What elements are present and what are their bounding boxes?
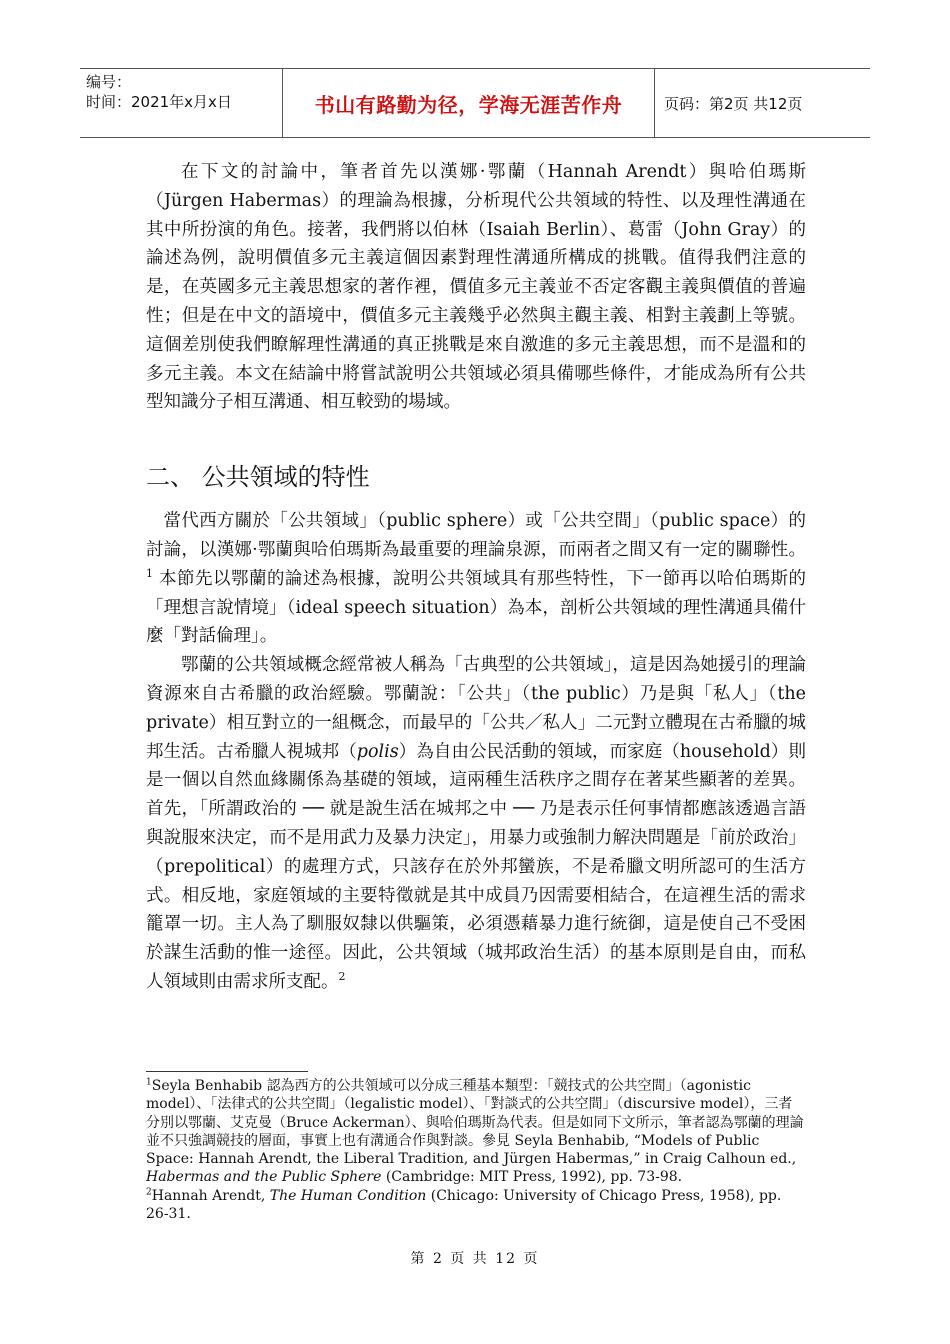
footnote-ref-1[interactable]: 1 [146,566,153,580]
footnote-1 [146,1077,806,1187]
footnote-1-text-a: Seyla Benhabib 認為西方的公共領域可以分成三種基本類型：「競技式的公共空間」（agonistic model）、「法律式的公共空間」（legalistic model）、「對談式的公共空間」（discursive model），三者分別以鄂蘭、艾克曼（Bruce Ackerman）、與哈伯瑪斯為代表。但是如同下文所示，筆者認為鄂蘭的理論並不只強調競技的層面，事實上也有溝通合作與對談。參見 Seyla Benhabib, “Models of Public Space: Hannah Arendt, the Liberal Tradition, and Jürgen Habermas,” in Craig Calhoun ed., [146,1078,804,1168]
footnote-1-number: 1 [146,1077,152,1088]
paragraph-2-text-a: 鄂蘭的公共領域概念經常被人稱為「古典型的公共領域」，這是因為她援引的理論資源來自古希臘的政治經驗。鄂蘭說：「公共」（the public）乃是與「私人」（the private）相互對立的一組概念，而最早的「公共／私人」二元對立體現在古希臘的城邦生活。古希臘人視城邦（ [146,655,806,762]
document-body [146,158,806,997]
motto-text: 书山有路勤为径，学海无涯苦作舟 [314,92,623,117]
intro-paragraph: 在下文的討論中，筆者首先以漢娜·鄂蘭（Hannah Arendt）與哈伯瑪斯（Jürgen Habermas）的理論為根據，分析現代公共領域的特性、以及理性溝通在其中所扮演的角色。接著，我們將以伯林（Isaiah Berlin）、葛雷（John Gray）的論述為例，說明價值多元主義這個因素對理性溝通所構成的挑戰。值得我們注意的是，在英國多元主義思想家的著作裡，價值多元主義並不否定客觀主義與價值的普遍性；但是在中文的語境中，價值多元主義幾乎必然與主觀主義、相對主義劃上等號。這個差別使我們瞭解理性溝通的真正挑戰是來自激進的多元主義思想，而不是溫和的多元主義。本文在結論中將嘗試說明公共領域必須具備哪些條件，才能成為所有公共型知識分子相互溝通、相互較勁的場域。 [146,162,806,413]
footnotes [146,1077,806,1223]
footnote-2 [146,1187,806,1224]
page-info: 页码：第2页 共12页 [664,94,803,113]
polis-term: polis [356,741,399,762]
paragraph-1-continued: 本節先以鄂蘭的論述為根據，說明公共領域具有那些特性，下一節再以哈伯瑪斯的「理想言說情境」（ideal speech situation）為本，剖析公共領域的理性溝通具備什麼「對話倫理」。 [146,568,806,647]
paragraph-2-text-b: ）為自由公民活動的領域，而家庭（household）則是一個以自然血緣關係為基礎的領域，這兩種生活秩序之間存在著某些顯著的差異。首先，「所謂政治的 ── 就是說生活在城邦之中 ── 乃是表示任何事情都應該透過言語與說服來決定，而不是用武力及暴力決定」，用暴力或強制力解決問題是「前於政治」（prepolitical）的處理方式，只該存在於外邦蠻族，不是希臘文明所認可的生活方式。相反地，家庭領域的主要特徵就是其中成員乃因需要相結合，在這裡生活的需求籠罩一切。主人為了馴服奴隸以供驅策，必須憑藉暴力進行統御，這是使自己不受困於謀生活動的惟一途徑。因此，公共領域（城邦政治生活）的基本原則是自由，而私人領域則由需求所支配。 [146,741,806,992]
footnote-2-book: The Human Condition [269,1187,427,1204]
footnote-2-text-a: Hannah Arendt, [151,1187,270,1204]
footnote-2-text-b: (Chicago: University of Chicago Press, 1958), pp. 26-31. [146,1187,782,1223]
footnote-1-book: Habermas and the Public Sphere [146,1169,382,1186]
paragraph-1-text: 當代西方關於「公共領域」（public sphere）或「公共空間」（public space）的討論，以漢娜·鄂蘭與哈伯瑪斯為最重要的理論泉源，而兩者之間又有一定的關聯性。 [146,511,806,560]
serial-label: 编号： [86,73,132,91]
page-header [80,68,870,138]
paragraph-1 [146,507,806,651]
header-meta [80,69,282,137]
header-motto-cell [282,69,655,137]
footnote-divider [146,1071,308,1072]
footnote-ref-2[interactable]: 2 [338,970,346,984]
footnote-1-text-b: (Cambridge: MIT Press, 1992), pp. 73-98. [381,1169,683,1186]
paragraph-2 [146,651,806,997]
page-footer: 第 2 页 共 12 页 [410,1251,540,1267]
footnote-2-number: 2 [146,1187,152,1198]
date-label: 时间：2021年x月x日 [86,93,232,111]
section-heading: 二、 公共領域的特性 [146,463,370,492]
